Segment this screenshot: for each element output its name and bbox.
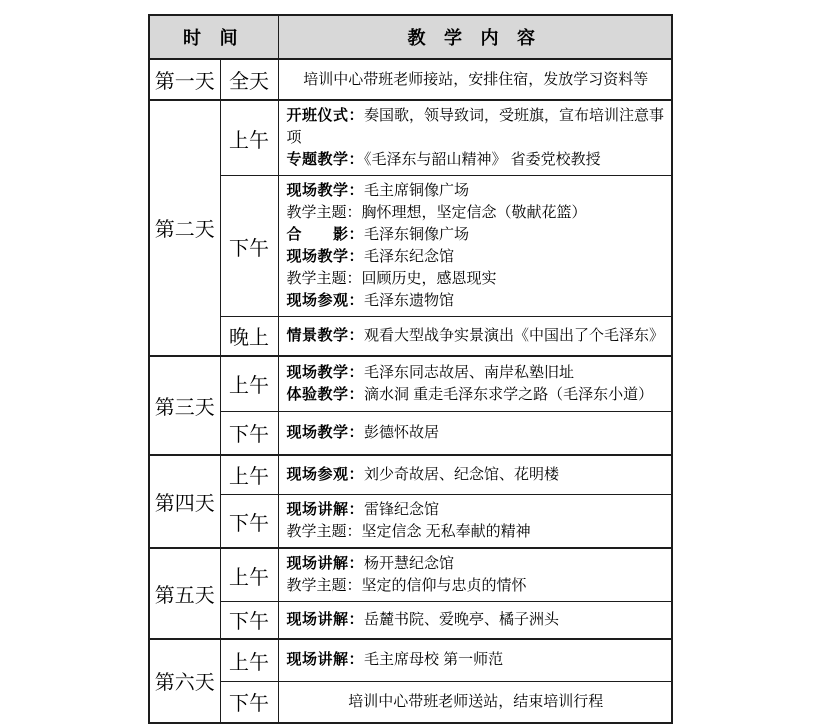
period-cell: 上午 [220, 356, 278, 412]
content-line: 现场教学：毛主席铜像广场 [286, 182, 470, 199]
schedule-row [149, 602, 672, 639]
schedule-row [149, 495, 672, 549]
content-line: 现场参观：毛泽东遗物馆 [286, 292, 455, 309]
content-line: 合 影：毛泽东铜像广场 [286, 226, 470, 243]
content-line: 教学主题：回顾历史，感恩现实 [286, 270, 497, 287]
period-cell: 下午 [220, 602, 278, 639]
content-cell [278, 356, 672, 412]
day-cell: 第五天 [149, 548, 220, 639]
period-cell: 上午 [220, 548, 278, 602]
schedule-row [149, 59, 672, 100]
content-line: 现场讲解：杨开慧纪念馆 [286, 555, 455, 572]
content-cell [278, 317, 672, 356]
schedule-row [149, 639, 672, 682]
schedule-row [149, 412, 672, 455]
content-line: 现场教学：毛泽东纪念馆 [286, 248, 455, 265]
content-cell [278, 59, 672, 100]
training-schedule-table [148, 14, 673, 724]
content-line: 现场参观：刘少奇故居、纪念馆、花明楼 [286, 465, 560, 483]
schedule-table-body [149, 59, 672, 723]
content-line-label: 体验教学： [286, 385, 365, 403]
schedule-row [149, 356, 672, 412]
day-cell: 第六天 [149, 639, 220, 723]
content-line-label: 现场教学： [286, 423, 365, 441]
content-line-label: 情景教学： [286, 326, 365, 344]
content-line: 现场讲解：毛主席母校 第一师范 [286, 651, 504, 669]
content-cell [278, 176, 672, 317]
schedule-row [149, 682, 672, 723]
content-line-label: 现场讲解： [286, 610, 365, 628]
content-line-label: 现场教学： [286, 363, 365, 381]
content-cell [278, 639, 672, 682]
day-cell: 第四天 [149, 455, 220, 549]
content-line-label: 合 影： [286, 226, 365, 243]
period-cell: 下午 [220, 495, 278, 549]
content-cell [278, 495, 672, 549]
period-cell: 下午 [220, 682, 278, 723]
content-line-label: 现场讲解： [286, 501, 365, 518]
day-cell: 第三天 [149, 356, 220, 455]
content-cell [278, 602, 672, 639]
period-cell: 全天 [220, 59, 278, 100]
content-line: 专题教学：《毛泽东与韶山精神》 省委党校教授 [286, 151, 601, 168]
content-line: 教学主题：胸怀理想，坚定信念（敬献花篮） [286, 204, 587, 221]
content-line: 现场教学：彭德怀故居 [286, 423, 440, 441]
content-cell [278, 548, 672, 602]
period-cell: 上午 [220, 639, 278, 682]
content-line: 培训中心带班老师接站，安排住宿，发放学习资料等 [303, 70, 649, 88]
schedule-row [149, 455, 672, 495]
content-line-label: 现场讲解： [286, 651, 365, 669]
content-cell [278, 682, 672, 723]
content-line-label: 专题教学： [286, 151, 365, 168]
content-line: 培训中心带班老师送站，结束培训行程 [348, 692, 604, 710]
content-line: 现场教学：毛泽东同志故居、南岸私塾旧址 [286, 363, 575, 381]
period-cell: 下午 [220, 412, 278, 455]
period-cell: 下午 [220, 176, 278, 317]
schedule-row [149, 317, 672, 356]
content-line-label: 现场讲解： [286, 555, 365, 572]
content-line: 开班仪式：奏国歌，领导致词，受班旗，宣布培训注意事项 [286, 107, 665, 146]
content-line: 教学主题：坚定信念 无私奉献的精神 [286, 523, 531, 540]
content-line: 体验教学：滴水洞 重走毛泽东求学之路（毛泽东小道） [286, 385, 654, 403]
day-cell: 第一天 [149, 59, 220, 100]
content-line: 现场讲解：雷锋纪念馆 [286, 501, 440, 518]
content-line-label: 现场教学： [286, 248, 365, 265]
content-line: 现场讲解：岳麓书院、爱晚亭、橘子洲头 [286, 610, 560, 628]
header-time: 时 间 [149, 15, 278, 59]
day-cell: 第二天 [149, 100, 220, 356]
table-header-row [149, 15, 672, 59]
schedule-row [149, 548, 672, 602]
content-cell [278, 100, 672, 176]
content-line: 教学主题：坚定的信仰与忠贞的情怀 [286, 577, 527, 594]
content-cell [278, 455, 672, 495]
schedule-row [149, 176, 672, 317]
content-cell [278, 412, 672, 455]
content-line-label: 现场参观： [286, 465, 365, 483]
header-content: 教 学 内 容 [278, 15, 672, 59]
period-cell: 上午 [220, 100, 278, 176]
content-line-label: 开班仪式： [286, 107, 365, 124]
period-cell: 晚上 [220, 317, 278, 356]
content-line: 情景教学：观看大型战争实景演出《中国出了个毛泽东》 [286, 326, 665, 344]
schedule-row [149, 100, 672, 176]
content-line-label: 现场教学： [286, 182, 365, 199]
content-line-label: 现场参观： [286, 292, 365, 309]
period-cell: 上午 [220, 455, 278, 495]
